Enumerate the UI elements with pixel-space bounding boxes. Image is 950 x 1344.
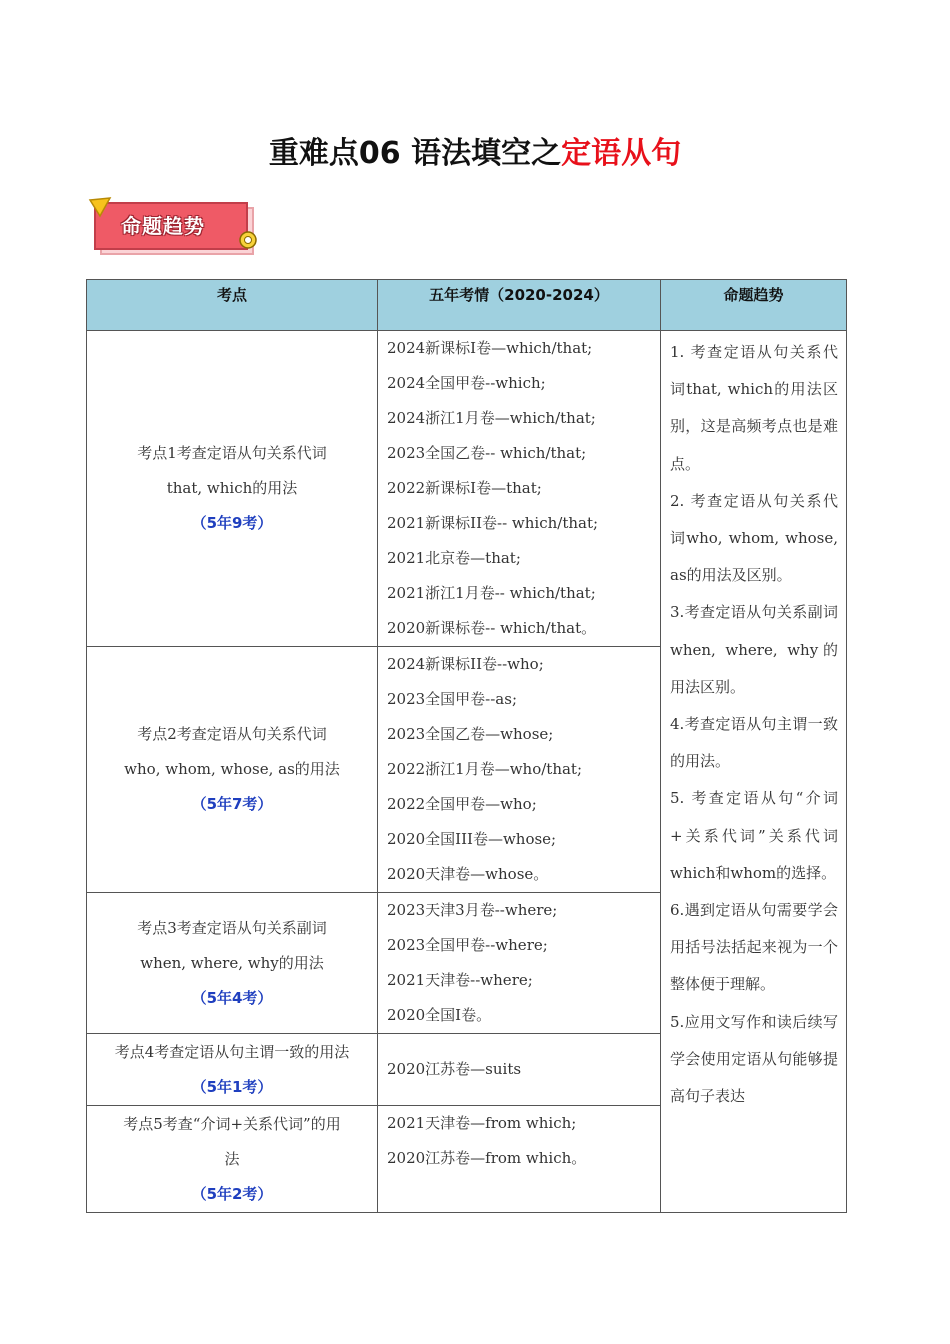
exam-item: 2020全国III卷—whose; [387,830,557,848]
trend-item: 2. 考查定语从句关系代词who, whom, whose, as的用法及区别。 [670,491,838,585]
table-header-row [87,280,847,331]
exam-item: 2024浙江1月卷—which/that; [387,409,596,427]
exam-item: 2024新课标I卷—which/that; [387,339,593,357]
exam-count: （5年4考） [191,988,273,1007]
trend-item: 3.考查定语从句关系副词when, where, why的用法区别。 [670,603,838,696]
exam-item: 2021北京卷—that; [387,549,521,567]
exams-cell [378,331,661,647]
topic-line: when, where, why的用法 [140,953,324,972]
exam-item: 2020全国I卷。 [387,1006,492,1024]
exam-item: 2021浙江1月卷-- which/that; [387,584,596,602]
exam-item: 2023全国乙卷—whose; [387,725,554,743]
exam-item: 2020新课标卷-- which/that。 [387,619,597,637]
exam-count: （5年2考） [191,1184,273,1203]
exam-count: （5年1考） [191,1077,273,1096]
exam-item: 2022全国甲卷—who; [387,795,537,813]
exam-item: 2023天津3月卷--where; [387,901,558,919]
header-trend: 命题趋势 [661,280,847,331]
trend-cell [661,331,847,1213]
exam-item: 2024新课标II卷--who; [387,655,544,673]
topic-line: who, whom, whose, as的用法 [124,760,340,778]
exam-item: 2022新课标I卷—that; [387,479,542,497]
badge-decoration-icon [88,196,264,262]
trend-item: 5. 考查定语从句“介词+关系代词”关系代词which和whom的选择。 [670,789,838,882]
badge-label: 命题趋势 [121,214,205,238]
exam-item: 2024全国甲卷--which; [387,374,546,392]
exam-item: 2021新课标II卷-- which/that; [387,514,599,532]
exam-item: 2023全国乙卷-- which/that; [387,444,587,462]
exam-item: 2023全国甲卷--where; [387,936,548,954]
exam-item: 2023全国甲卷--as; [387,690,518,708]
table-row [87,331,847,647]
topic-cell [87,1106,378,1213]
exams-cell [378,893,661,1034]
topic-cell [87,331,378,647]
title-prefix: 重难点06 语法填空之 [268,136,562,171]
topic-line: 考点4考查定语从句主谓一致的用法 [114,1042,350,1061]
section-badge [88,196,264,262]
exam-item: 2020天津卷—whose。 [387,865,549,883]
topic-line: 考点1考查定语从句关系代词 [137,444,327,462]
topic-cell [87,1034,378,1106]
topic-line: 法 [224,1149,240,1168]
topic-line: 考点5考查“介词+关系代词”的用 [123,1114,341,1133]
header-topic: 考点 [87,280,378,331]
exam-item: 2021天津卷—from which; [387,1114,577,1132]
exam-item: 2021天津卷--where; [387,971,533,989]
exam-count: （5年7考） [191,795,273,813]
topic-cell [87,647,378,893]
exam-item: 2020江苏卷—from which。 [387,1149,587,1167]
title-highlight: 定语从句 [561,136,682,171]
exam-trend-table [86,279,847,1213]
exams-cell [378,1106,661,1213]
trend-item: 1. 考查定语从句关系代词that, which的用法区别，这是高频考点也是难点。 [670,343,838,473]
trend-item: 5.应用文写作和读后续写学会使用定语从句能够提高句子表达 [670,1012,838,1106]
topic-cell [87,893,378,1034]
topic-line: 考点3考查定语从句关系副词 [137,918,327,937]
exams-cell [378,647,661,893]
header-exams: 五年考情（2020-2024） [378,280,661,331]
topic-line: that, which的用法 [166,479,298,497]
topic-line: 考点2考查定语从句关系代词 [137,725,327,743]
trend-item: 4.考查定语从句主谓一致的用法。 [670,715,838,771]
exam-item: 2020江苏卷—suits [387,1060,522,1078]
exams-cell [378,1034,661,1106]
page-title [0,128,950,172]
exam-count: （5年9考） [191,514,273,532]
trend-item: 6.遇到定语从句需要学会用括号法括起来视为一个整体便于理解。 [670,901,838,994]
exam-item: 2022浙江1月卷—who/that; [387,760,583,778]
